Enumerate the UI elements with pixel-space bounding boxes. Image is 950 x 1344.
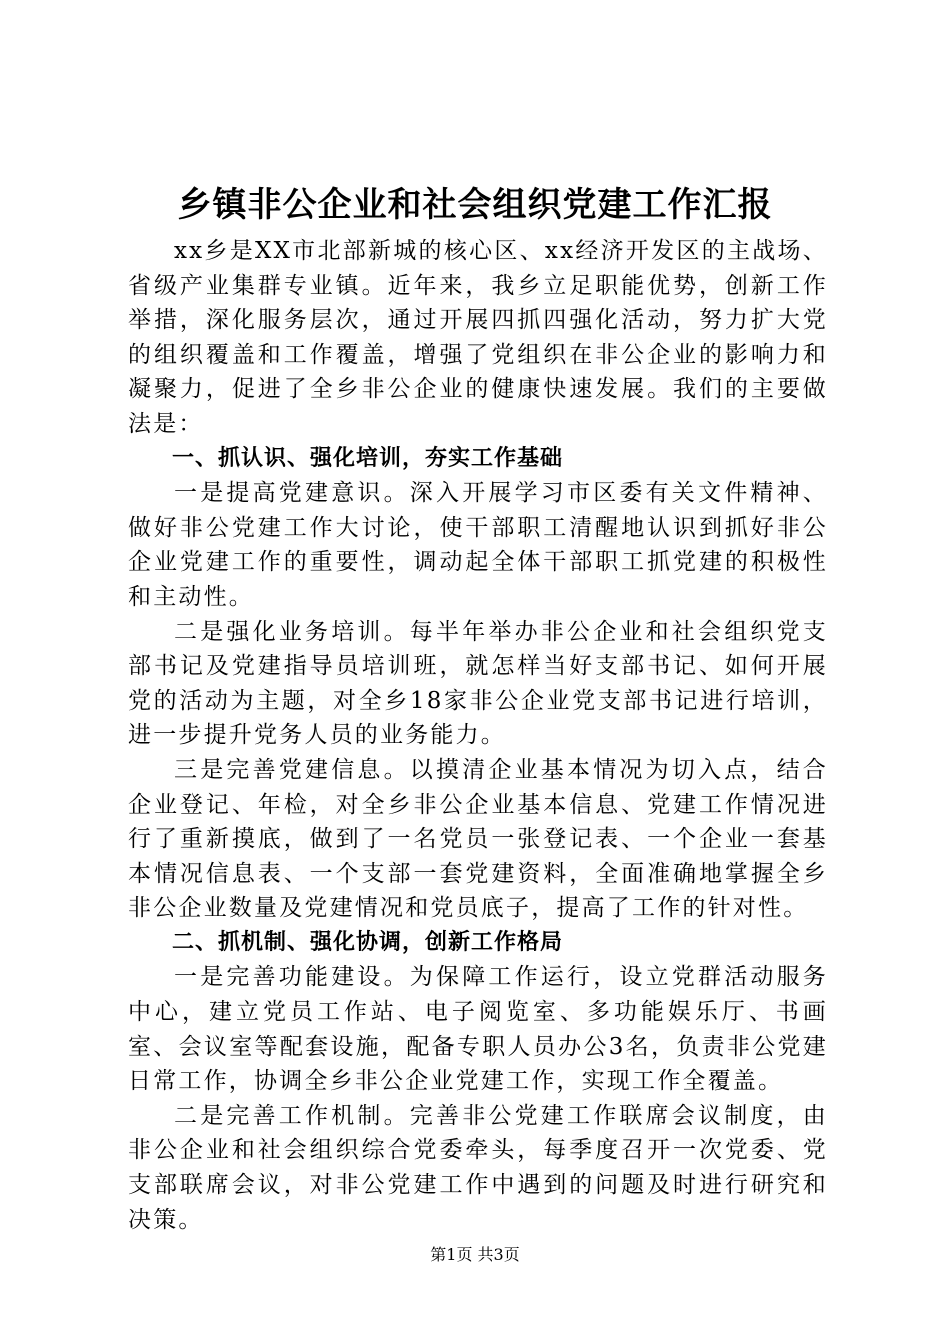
- section2-paragraph-1: 一是完善功能建设。为保障工作运行，设立党群活动服务中心，建立党员工作站、电子阅览室、多功能娱乐厅、书画室、会议室等配套设施，配备专职人员办公3名，负责非公党建日常工作，协调全乡非公企业党建工作，实现工作全覆盖。: [128, 964, 828, 1095]
- page-footer: 第1页 共3页: [430, 1245, 520, 1264]
- section2-paragraph-2: 二是完善工作机制。完善非公党建工作联席会议制度，由非公企业和社会组织综合党委牵头，每季度召开一次党委、党支部联席会议，对非公党建工作中遇到的问题及时进行研究和决策。: [128, 1102, 828, 1233]
- section-heading-2: 二、抓机制、强化协调，创新工作格局: [172, 929, 564, 955]
- section-heading-1: 一、抓认识、强化培训，夯实工作基础: [172, 445, 564, 471]
- section1-paragraph-1: 一是提高党建意识。深入开展学习市区委有关文件精神、做好非公党建工作大讨论，使干部职工清醒地认识到抓好非公企业党建工作的重要性，调动起全体干部职工抓党建的积极性和主动性。: [128, 480, 828, 610]
- intro-paragraph: xx乡是XX市北部新城的核心区、xx经济开发区的主战场、省级产业集群专业镇。近年来，我乡立足职能优势，创新工作举措，深化服务层次，通过开展四抓四强化活动，努力扩大党的组织覆盖和工作覆盖，增强了党组织在非公企业的影响力和凝聚力，促进了全乡非公企业的健康快速发展。我们的主要做法是：: [128, 238, 828, 437]
- section1-paragraph-3: 三是完善党建信息。以摸清企业基本情况为切入点，结合企业登记、年检，对全乡非公企业基本信息、党建工作情况进行了重新摸底，做到了一名党员一张登记表、一个企业一套基本情况信息表、一个支部一套党建资料，全面准确地掌握全乡非公企业数量及党建情况和党员底子，提高了工作的针对性。: [128, 756, 828, 922]
- section1-paragraph-2: 二是强化业务培训。每半年举办非公企业和社会组织党支部书记及党建指导员培训班，就怎样当好支部书记、如何开展党的活动为主题，对全乡18家非公企业党支部书记进行培训，进一步提升党务人员的业务能力。: [128, 618, 828, 749]
- document-body: [128, 234, 828, 1237]
- document-title: 乡镇非公企业和社会组织党建工作汇报: [177, 185, 773, 225]
